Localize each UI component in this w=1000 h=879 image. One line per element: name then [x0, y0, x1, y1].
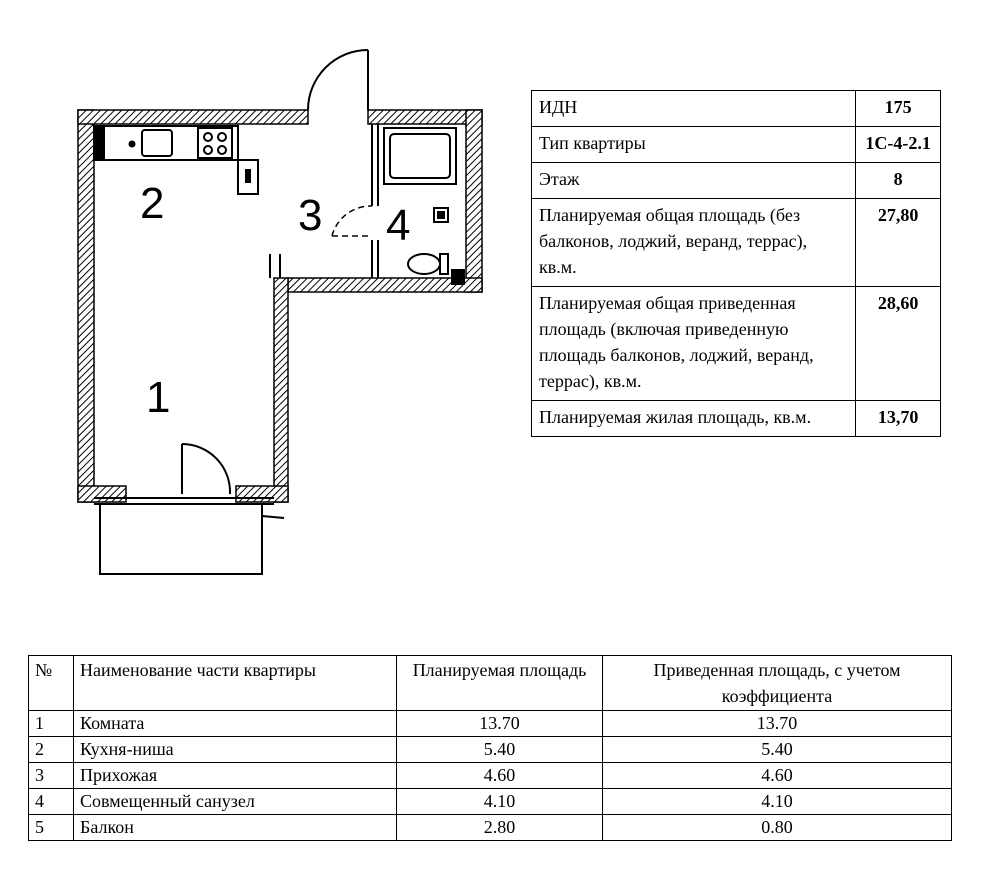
balcony [94, 498, 284, 574]
room-number-1: 1 [146, 373, 171, 422]
info-label: Этаж [532, 163, 856, 199]
info-value: 27,80 [856, 199, 941, 287]
cell-name: Совмещенный санузел [74, 789, 397, 815]
room-number-2: 2 [140, 179, 165, 228]
table-row [29, 763, 952, 789]
cell-area: 4.60 [397, 763, 603, 789]
header-area: Планируемая площадь [397, 656, 603, 711]
cell-name: Прихожая [74, 763, 397, 789]
info-label: Тип квартиры [532, 127, 856, 163]
info-row-floor [532, 163, 941, 199]
room-number-4: 4 [386, 201, 411, 250]
table-row [29, 737, 952, 763]
apartment-info-table [531, 90, 941, 437]
floor-plan [70, 48, 490, 578]
info-row-type [532, 127, 941, 163]
table-row [29, 815, 952, 841]
cell-area: 13.70 [397, 711, 603, 737]
header-number: № [29, 656, 74, 711]
cell-name: Балкон [74, 815, 397, 841]
kitchen-fixtures [94, 126, 258, 194]
cell-number: 1 [29, 711, 74, 737]
cell-area: 5.40 [397, 737, 603, 763]
info-value: 1С-4-2.1 [856, 127, 941, 163]
info-label: Планируемая общая приведенная площадь (включая приведенную площадь балконов, лоджий, веранд, террас), кв.м. [532, 287, 856, 401]
info-value: 8 [856, 163, 941, 199]
info-value: 175 [856, 91, 941, 127]
cell-number: 3 [29, 763, 74, 789]
header-reduced-area: Приведенная площадь, с учетом коэффициента [603, 656, 952, 711]
info-row-living-area [532, 401, 941, 437]
room-number-3: 3 [298, 191, 323, 240]
info-row-reduced-area [532, 287, 941, 401]
rooms-header-row [29, 656, 952, 711]
cell-reduced-area: 4.10 [603, 789, 952, 815]
rooms-table [28, 655, 952, 841]
cell-name: Кухня-ниша [74, 737, 397, 763]
cell-reduced-area: 0.80 [603, 815, 952, 841]
info-row-total-area [532, 199, 941, 287]
balcony-door-icon [182, 444, 230, 494]
entrance-door-icon [308, 50, 368, 110]
table-row [29, 711, 952, 737]
cell-reduced-area: 4.60 [603, 763, 952, 789]
cell-reduced-area: 13.70 [603, 711, 952, 737]
info-value: 13,70 [856, 401, 941, 437]
info-row-idn [532, 91, 941, 127]
info-label: ИДН [532, 91, 856, 127]
cell-number: 2 [29, 737, 74, 763]
cell-name: Комната [74, 711, 397, 737]
cell-number: 4 [29, 789, 74, 815]
info-value: 28,60 [856, 287, 941, 401]
partitions [270, 124, 378, 278]
cell-area: 4.10 [397, 789, 603, 815]
table-row [29, 789, 952, 815]
info-label: Планируемая жилая площадь, кв.м. [532, 401, 856, 437]
cell-number: 5 [29, 815, 74, 841]
cell-reduced-area: 5.40 [603, 737, 952, 763]
cell-area: 2.80 [397, 815, 603, 841]
header-name: Наименование части квартиры [74, 656, 397, 711]
bathroom-door-icon [332, 206, 372, 236]
info-label: Планируемая общая площадь (без балконов, лоджий, веранд, террас), кв.м. [532, 199, 856, 287]
